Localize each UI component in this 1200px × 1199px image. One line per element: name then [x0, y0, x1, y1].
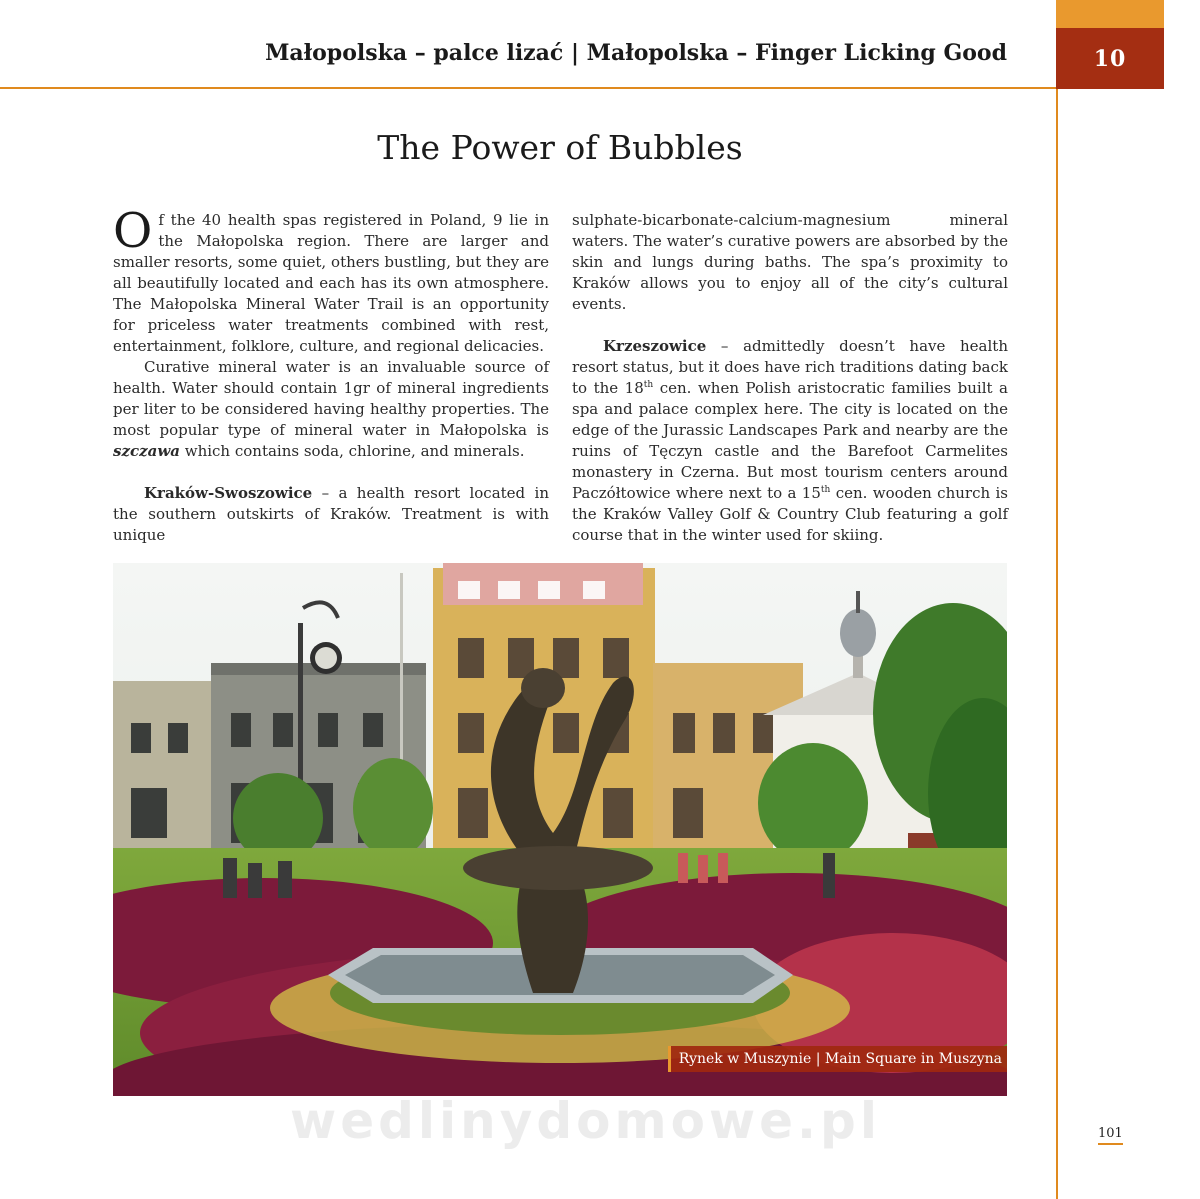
paragraph-text: cen. wooden church is the Kraków Valley Golf & Country Club featuring a golf course that in the winter used for skiing.	[572, 484, 1008, 544]
paragraph-text: Curative mineral water is an invaluable source of health. Water should contain 1gr of mineral ingredients per liter to be considered having healthy properties. The most popular type of mineral water in Małopolska is	[113, 358, 549, 439]
place-name-swoszowice: Kraków-Swoszowice	[144, 484, 313, 502]
paragraph-intro-text: f the 40 health spas registered in Poland, 9 lie in the Małopolska region. There are larger and smaller resorts, some quiet, others bustling, but they are all beautifully located and each has its own atmosphere. The Małopolska Mineral Water Trail is an opportunity for priceless water treatments combined with rest, entertainment, folklore, culture, and regional delicacies.	[113, 211, 549, 355]
superscript: th	[820, 485, 831, 495]
watermark: wedlinydomowe.pl	[290, 1092, 881, 1150]
place-name-krzeszowice: Krzeszowice	[603, 337, 707, 355]
paragraph-swoszowice	[113, 483, 549, 546]
paragraph-mineral-water	[113, 357, 549, 462]
paragraph-text: which contains soda, chlorine, and minerals.	[179, 442, 525, 460]
drop-cap: O	[113, 203, 153, 259]
chapter-tab	[1056, 0, 1164, 89]
paragraph-swoszowice-cont: sulphate-bicarbonate-calcium-magnesium mineral waters. The water’s curative powers are absorbed by the skin and lungs during baths. The spa’s proximity to Kraków allows you to enjoy all of the city’s cultural events.	[572, 211, 1008, 313]
superscript: th	[643, 380, 654, 390]
paragraph-text: – admittedly doesn’t have health resort status, but it does have rich traditions dating back to the 18	[572, 337, 1008, 397]
chapter-tab-accent	[1056, 0, 1164, 28]
margin-rule	[1056, 89, 1058, 1199]
photo-caption: Rynek w Muszynie | Main Square in Muszyna	[668, 1046, 1007, 1072]
photo-main-square	[113, 563, 1007, 1096]
chapter-number: 10	[1056, 28, 1164, 89]
term-szczawa: szczawa	[113, 442, 180, 460]
photo-illustration	[113, 563, 1007, 1096]
paragraph-text: cen. when Polish aristocratic families built a spa and palace complex here. The city is located on the edge of the Jurassic Landscapes Park and nearby are the ruins of Tęczyn castle and the Barefoot Carmelites monastery in Czerna. But most tourism centers around Paczółtowice where next to a 15	[572, 379, 1008, 502]
paragraph-intro	[113, 203, 549, 357]
article-title: The Power of Bubbles	[377, 128, 743, 167]
running-header: Małopolska – palce lizać | Małopolska – Finger Licking Good	[265, 40, 1007, 66]
paragraph-text: – a health resort located in the southern outskirts of Kraków. Treatment is with unique	[113, 484, 549, 544]
text-column-right	[572, 210, 1008, 546]
paragraph-krzeszowice	[572, 336, 1008, 546]
page-number: 101	[1098, 1126, 1123, 1145]
header-rule	[0, 87, 1056, 89]
text-column-left	[113, 203, 549, 546]
